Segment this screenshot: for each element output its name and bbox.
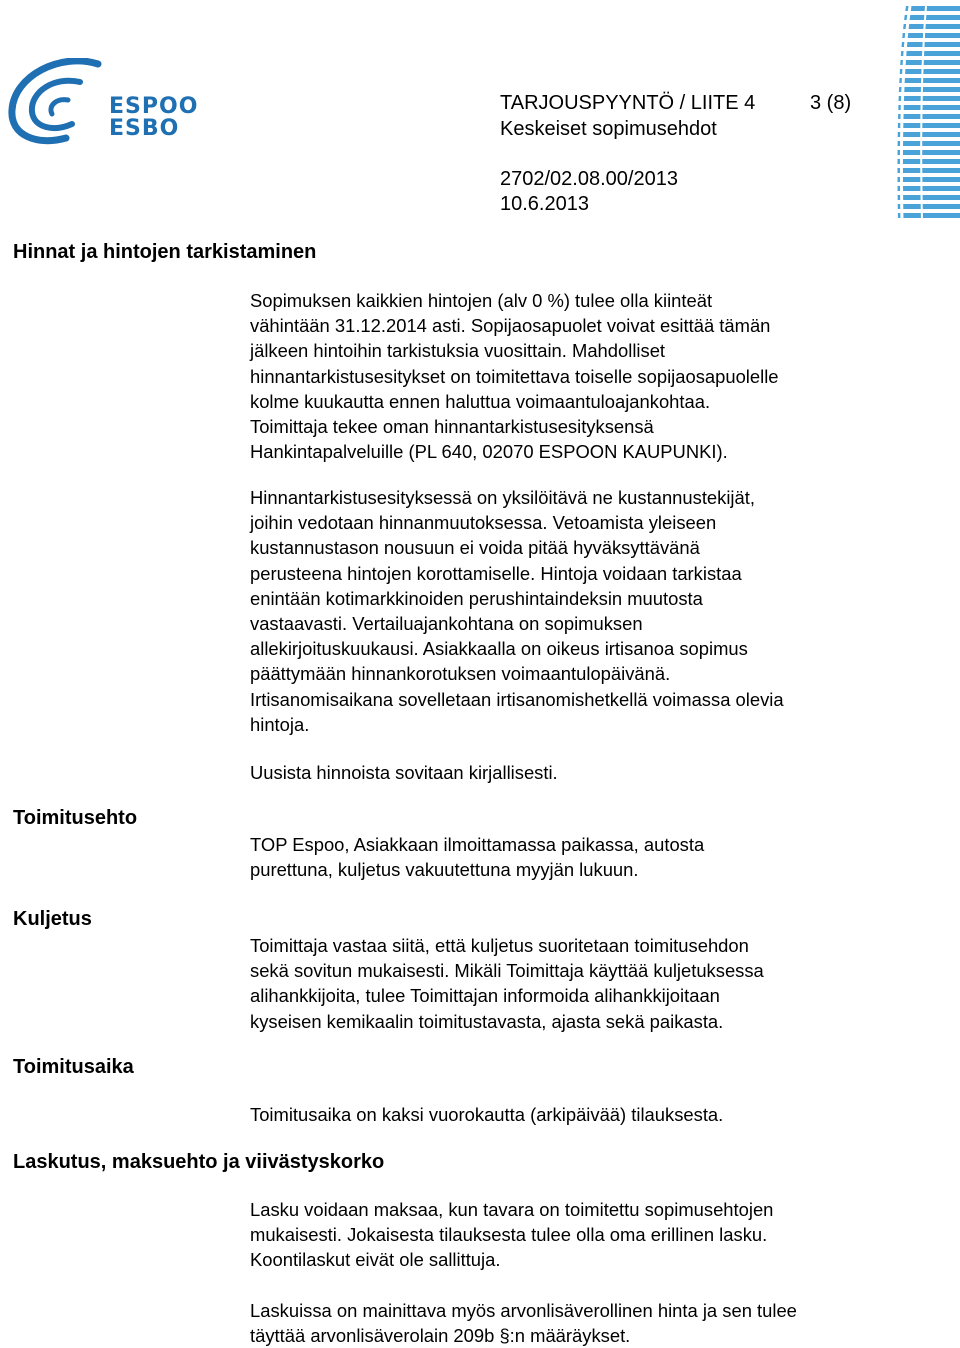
paragraph-delivery-terms: TOP Espoo, Asiakkaan ilmoittamassa paikassa, autosta purettuna, kuljetus vakuutettuna myyjän lukuun. (250, 834, 705, 881)
page-number: 3 (8) (810, 92, 852, 114)
paragraph-delivery-time: Toimitusaika on kaksi vuorokautta (arkipäivää) tilauksesta. (250, 1104, 724, 1125)
paragraph-invoice-vat: Laskuissa on mainittava myös arvonlisäverollinen hinta ja sen tulee täyttää arvonlisäverolain 209b §:n määräykset. (250, 1300, 797, 1347)
espoo-logo (8, 58, 198, 150)
heading-invoicing: Laskutus, maksuehto ja viivästyskorko (13, 1151, 385, 1173)
paragraph-new-prices: Uusista hinnoista sovitaan kirjallisesti. (250, 762, 558, 783)
document-date: 10.6.2013 (500, 193, 589, 215)
paragraph-invoicing: Lasku voidaan maksaa, kun tavara on toimitettu sopimusehtojen mukaisesti. Jokaisesta tilauksesta tulee olla oma erillinen lasku. Koontilaskut eivät ole sallittuja. (250, 1199, 774, 1271)
heading-delivery-terms: Toimitusehto (13, 807, 138, 829)
heading-delivery-time: Toimitusaika (13, 1056, 134, 1078)
heading-prices: Hinnat ja hintojen tarkistaminen (13, 241, 317, 263)
document-number: 2702/02.08.00/2013 (500, 168, 678, 190)
paragraph-prices-fixed: Sopimuksen kaikkien hintojen (alv 0 %) tulee olla kiinteät vähintään 31.12.2014 asti. Sopijaosapuolet voivat esittää tämän jälkeen hintoihin tarkistuksia vuosittain. Mahdolliset hinnantarkistusesitykset on toimitettava toiselle sopijaosapuolelle kolme kuukautta ennen haluttua voimaantuloajankohtaa. Toimittaja tekee oman hinnantarkistusesityksensä Hankintapalveluille (PL 640, 02070 ESPOON KAUPUNKI). (250, 290, 779, 463)
logo-text-espoo: ESPOO (109, 94, 199, 119)
paragraph-transport: Toimittaja vastaa siitä, että kuljetus suoritetaan toimitusehdon sekä sovitun mukaisesti. Mikäli Toimittaja käyttää kuljetuksessa alihankkijoita, tulee Toimittajan informoida alihankkijoitaan kyseisen kemikaalin toimitustavasta, ajasta sekä paikasta. (250, 935, 764, 1032)
heading-transport: Kuljetus (13, 908, 92, 930)
espoo-swoosh-icon (8, 58, 108, 150)
document-title: TARJOUSPYYNTÖ / LIITE 4 (500, 92, 756, 114)
document-subtitle: Keskeiset sopimusehdot (500, 118, 717, 140)
logo-text-esbo: ESBO (109, 116, 180, 141)
blue-stripes-icon (896, 6, 960, 222)
paragraph-price-review: Hinnantarkistusesityksessä on yksilöitävä ne kustannustekijät, joihin vedotaan hinnanmuutoksessa. Vetoamista yleiseen kustannustason nousuun ei voida pitää hyväksyttävänä perusteena hintojen korottamiselle. Hintoja voidaan tarkistaa enintään kotimarkkinoiden perushintaindeksin muutosta vastaavasti. Vertailuajankohtana on sopimuksen allekirjoituskuukausi. Asiakkaalla on oikeus irtisanoa sopimus päättymään hinnankorotuksen voimaantulopäivänä. Irtisanomisaikana sovelletaan irtisanomishetkellä voimassa olevia hintoja. (250, 487, 784, 735)
blue-stripes-decoration (896, 6, 960, 222)
